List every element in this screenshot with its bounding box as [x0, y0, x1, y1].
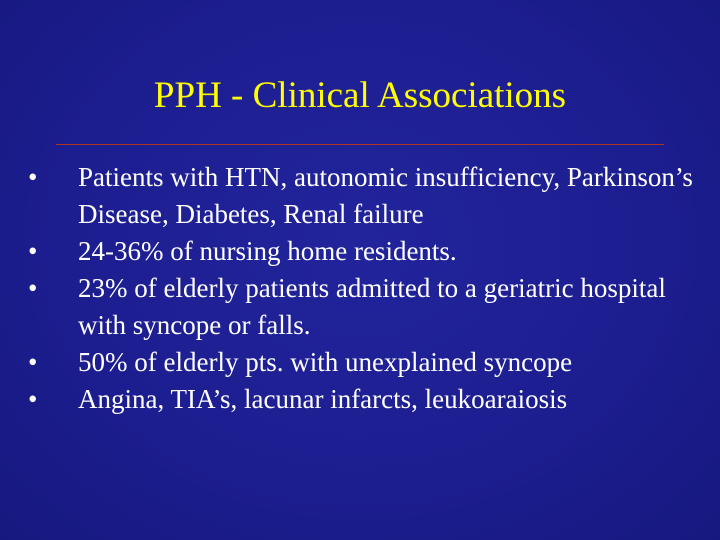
- title-divider: [56, 144, 664, 145]
- bullet-item: [28, 270, 698, 344]
- bullet-text: 24-36% of nursing home residents.: [78, 236, 457, 266]
- bullet-item: [28, 159, 698, 233]
- bullet-text: 23% of elderly patients admitted to a geriatric hospital with syncope or falls.: [78, 273, 666, 340]
- bullet-text: Angina, TIA’s, lacunar infarcts, leukoaraiosis: [78, 384, 568, 414]
- bullet-text: Patients with HTN, autonomic insufficiency, Parkinson’s Disease, Diabetes, Renal failure: [78, 162, 693, 229]
- slide-title: PPH - Clinical Associations: [153, 75, 567, 116]
- bullet-dot-icon: •: [28, 347, 38, 377]
- bullet-item: [28, 344, 698, 381]
- bullet-dot-icon: •: [28, 273, 38, 303]
- bullet-list: [28, 159, 698, 418]
- bullet-dot-icon: •: [28, 236, 38, 266]
- bullet-item: [28, 233, 698, 270]
- bullet-item: [28, 381, 698, 418]
- bullet-dot-icon: •: [28, 162, 38, 192]
- bullet-text: 50% of elderly pts. with unexplained syncope: [78, 347, 573, 377]
- bullet-dot-icon: •: [28, 384, 38, 414]
